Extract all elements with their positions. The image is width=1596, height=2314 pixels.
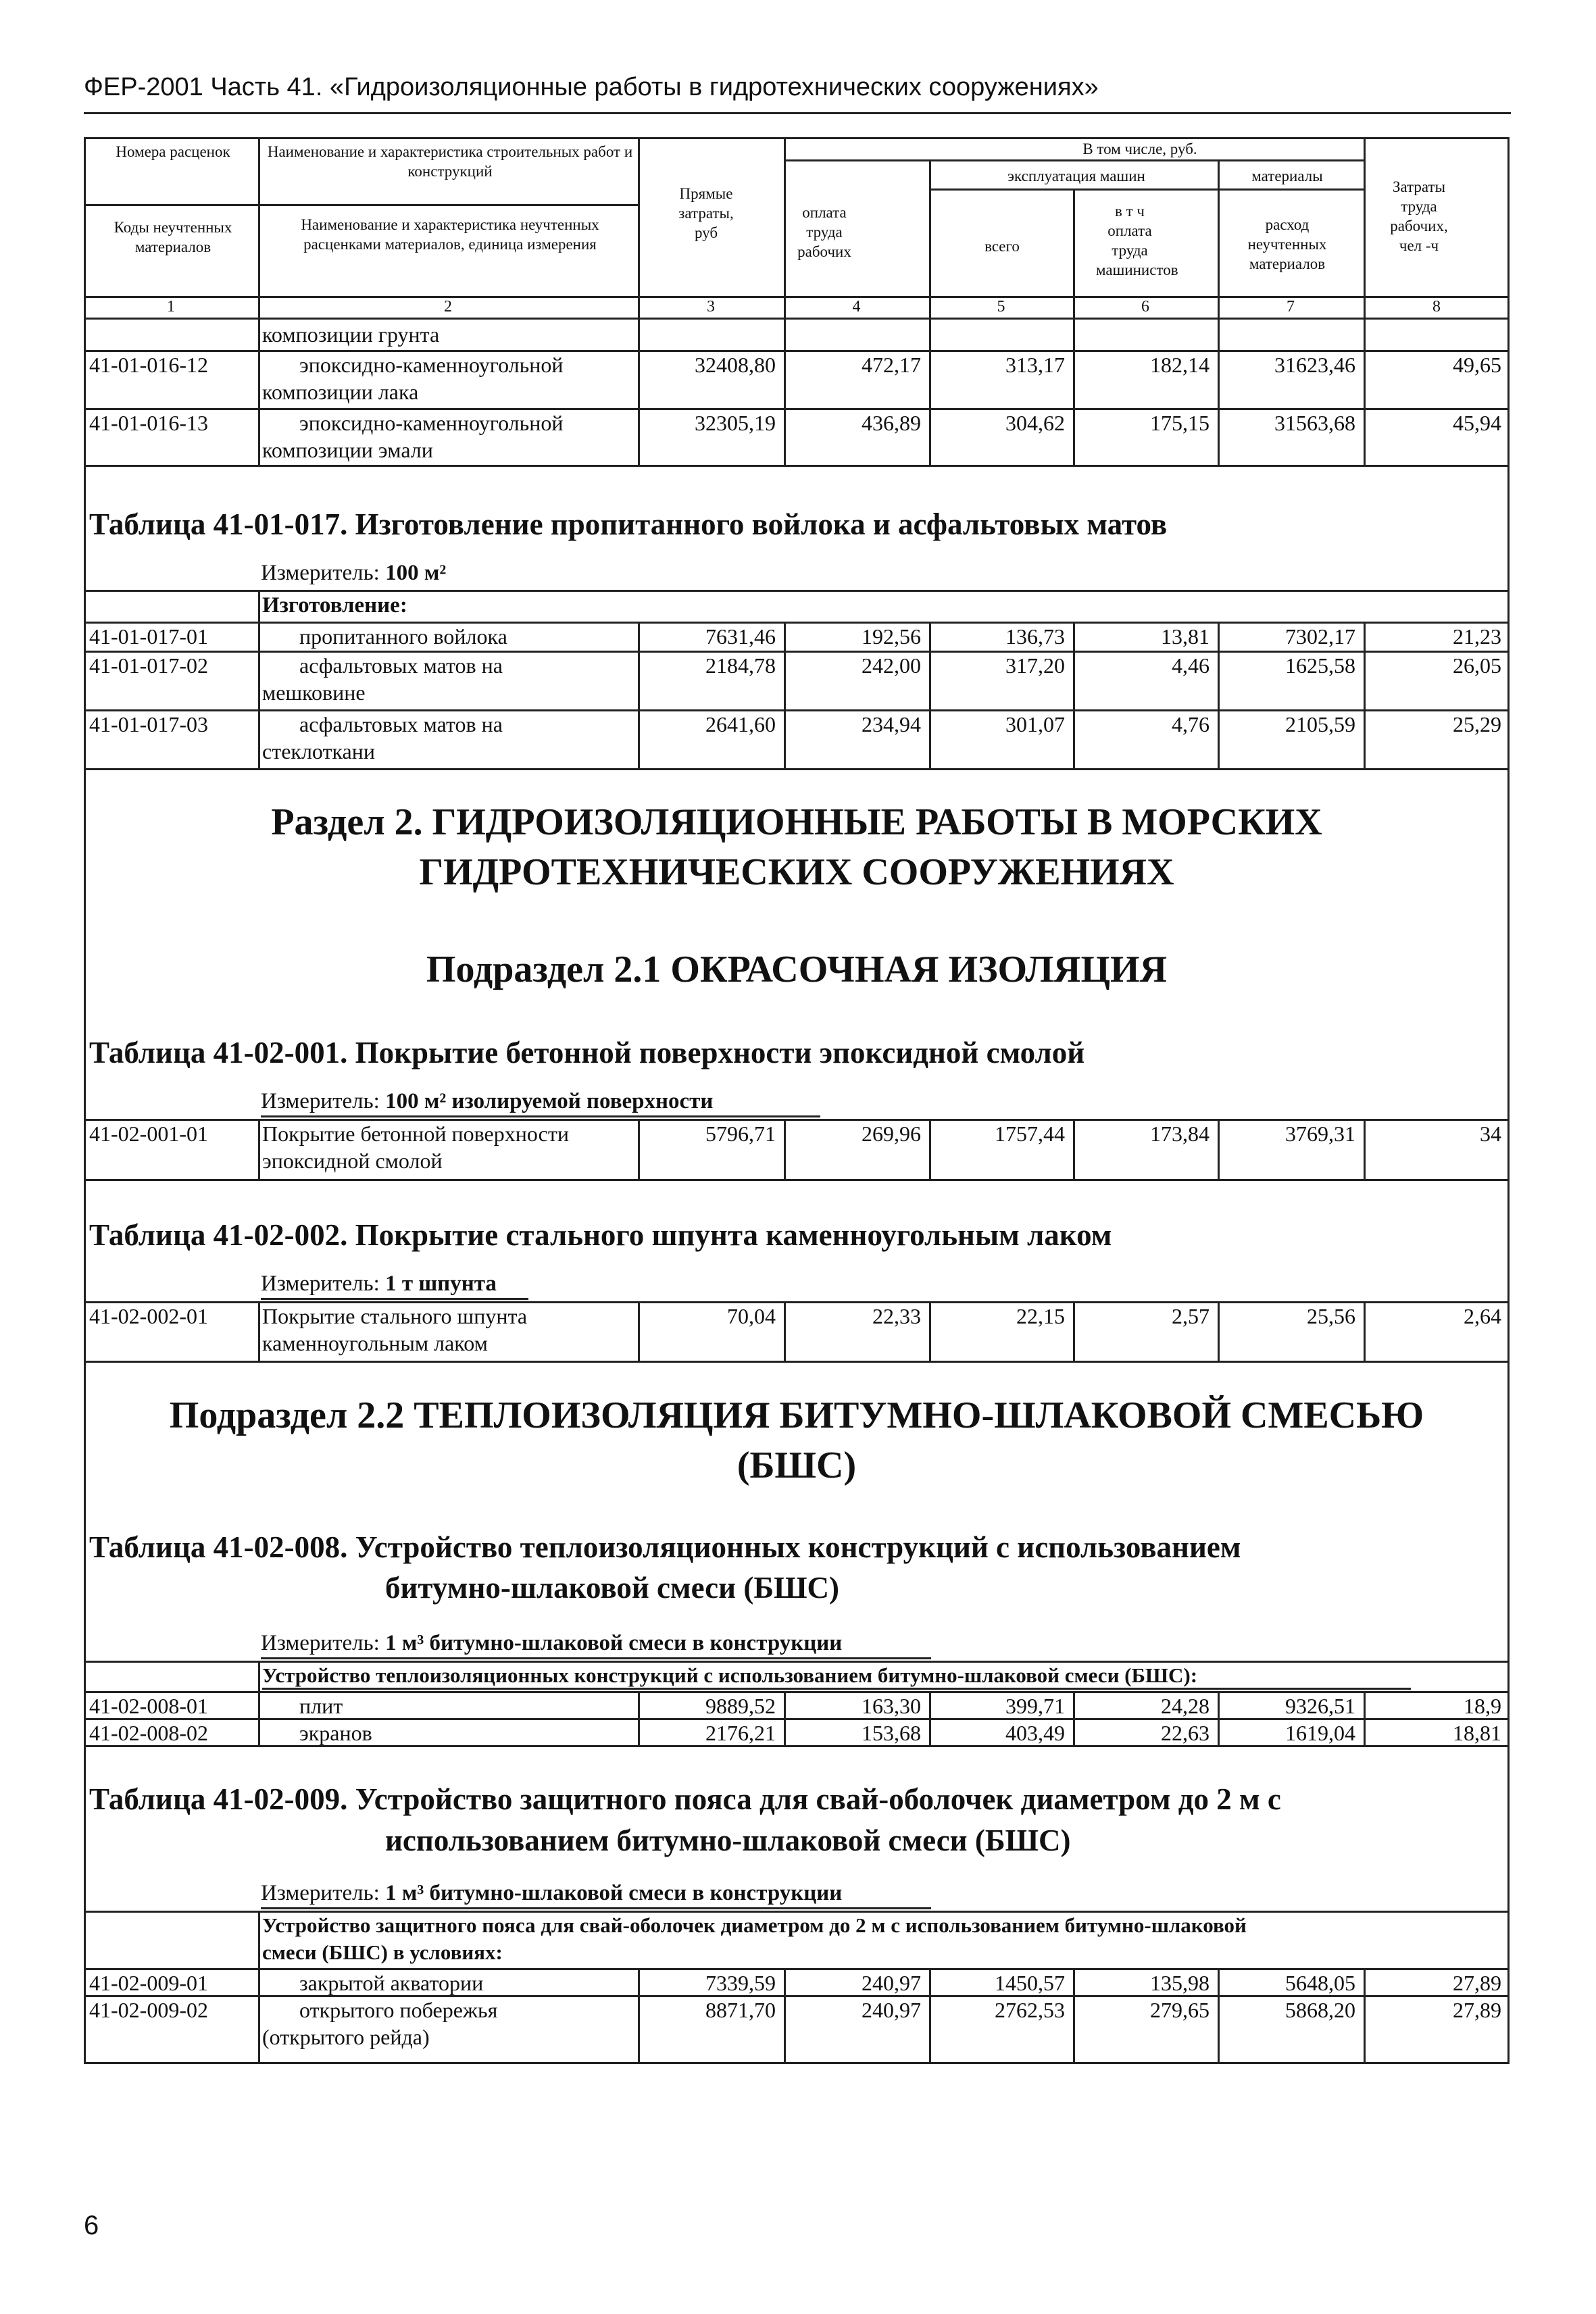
col-code-bottom: Коды неучтенных материалов: [114, 219, 232, 255]
rule: [1218, 318, 1220, 350]
underline: [261, 1657, 931, 1659]
value-cell: 269,96: [862, 1122, 921, 1146]
rule: [1073, 622, 1075, 651]
rule: [1218, 1995, 1220, 2063]
rule: [784, 1301, 786, 1361]
rule: [784, 1995, 786, 2063]
rule: [784, 350, 786, 408]
meter-label: Измеритель:: [261, 1881, 380, 1905]
col-mat-cons: расход неучтенных материалов: [1247, 216, 1327, 272]
meter-value: 1 м³ битумно-шлаковой смеси в конструкции: [385, 1881, 843, 1905]
rule: [1073, 350, 1075, 408]
value-cell: 2184,78: [705, 653, 776, 678]
rule: [1218, 1119, 1220, 1179]
rule: [1364, 1119, 1366, 1179]
rule: [1364, 350, 1366, 408]
work-name-cont: композиции эмали: [262, 438, 433, 462]
value-cell: 18,9: [1464, 1694, 1501, 1718]
work-name: эпоксидно-каменноугольной: [299, 353, 564, 377]
header-rule: [84, 112, 1511, 114]
work-name-cont: композиции лака: [262, 380, 419, 404]
rate-code: 41-02-008-02: [89, 1721, 208, 1745]
value-cell: 175,15: [1150, 411, 1210, 435]
rule: [1364, 408, 1366, 466]
col-incl: В том числе, руб.: [1082, 141, 1197, 157]
value-cell: 1757,44: [995, 1122, 1065, 1146]
rate-code: 41-02-001-01: [89, 1122, 208, 1146]
rule: [784, 1968, 786, 1995]
rule: [929, 651, 931, 709]
cont-name: композиции грунта: [262, 322, 440, 347]
value-cell: 27,89: [1453, 1998, 1501, 2022]
rule: [1364, 1691, 1366, 1718]
rule: [1073, 651, 1075, 709]
rule: [258, 1661, 260, 1691]
column-number: 7: [1287, 298, 1295, 316]
rule: [1218, 1691, 1220, 1718]
rule: [1073, 709, 1075, 768]
value-cell: 7339,59: [705, 1971, 776, 1995]
value-cell: 472,17: [862, 353, 921, 377]
rule: [929, 622, 931, 651]
rule: [1364, 1718, 1366, 1745]
rule: [929, 1968, 931, 1995]
value-cell: 7302,17: [1285, 624, 1355, 649]
value-cell: 240,97: [862, 1971, 921, 1995]
rule: [1364, 622, 1366, 651]
work-name-cont: эпоксидной смолой: [262, 1149, 443, 1173]
column-number: 1: [167, 298, 175, 316]
col-labor-cost: оплата труда рабочих: [797, 204, 851, 260]
rule: [1364, 1995, 1366, 2063]
value-cell: 1619,04: [1285, 1721, 1355, 1745]
value-cell: 2176,21: [705, 1721, 776, 1745]
value-cell: 8871,70: [705, 1998, 776, 2022]
column-number: 8: [1432, 298, 1441, 316]
value-cell: 34: [1480, 1122, 1501, 1146]
rule: [258, 1995, 260, 2063]
rule: [1364, 318, 1366, 350]
rule: [258, 1718, 260, 1745]
rule: [929, 1718, 931, 1745]
col-name-top: Наименование и характеристика строительных работ и конструкций: [267, 143, 633, 180]
rule: [1073, 1968, 1075, 1995]
col-total: всего: [984, 238, 1020, 255]
work-name: закрытой акватории: [299, 1971, 484, 1995]
rule: [258, 622, 260, 651]
value-cell: 24,28: [1161, 1694, 1210, 1718]
value-cell: 32305,19: [695, 411, 776, 435]
rate-code: 41-02-009-01: [89, 1971, 208, 1995]
underline: [261, 1298, 528, 1300]
work-name: асфальтовых матов на: [299, 712, 503, 736]
rule: [84, 318, 1510, 320]
value-cell: 13,81: [1161, 624, 1210, 649]
meter-label: Измеритель:: [261, 1089, 380, 1113]
value-cell: 1625,58: [1285, 653, 1355, 678]
table-title-line1: Таблица 41-02-009. Устройство защитного пояса для свай-оболочек диаметром до 2 м с: [89, 1782, 1281, 1816]
col-incl-mach: в т ч оплата труда машинистов: [1096, 203, 1178, 278]
rule: [638, 622, 640, 651]
value-cell: 304,62: [1005, 411, 1065, 435]
rule: [1364, 1968, 1366, 1995]
meter-value: 100 м² изолируемой поверхности: [385, 1089, 714, 1113]
work-name-cont: мешковине: [262, 680, 366, 705]
section-title-line1: Раздел 2. ГИДРОИЗОЛЯЦИОННЫЕ РАБОТЫ В МОРСКИХ: [271, 801, 1322, 843]
subsection-title-line1: Подраздел 2.2 ТЕПЛОИЗОЛЯЦИЯ БИТУМНО-ШЛАКОВОЙ СМЕСЬЮ: [169, 1394, 1424, 1436]
meter-label: Измеритель:: [261, 561, 380, 585]
rule: [258, 408, 260, 466]
rule: [638, 709, 640, 768]
value-cell: 182,14: [1150, 353, 1210, 377]
table-title-line1: Таблица 41-02-008. Устройство теплоизоляционных конструкций с использованием: [89, 1530, 1241, 1564]
value-cell: 9889,52: [705, 1694, 776, 1718]
value-cell: 173,84: [1150, 1122, 1210, 1146]
rule: [258, 651, 260, 709]
rule: [784, 408, 786, 466]
rule: [258, 350, 260, 408]
value-cell: 27,89: [1453, 1971, 1501, 1995]
rule: [84, 465, 1510, 467]
value-cell: 25,29: [1453, 712, 1501, 736]
rule: [84, 1361, 1510, 1363]
value-cell: 163,30: [862, 1694, 921, 1718]
value-cell: 3769,31: [1285, 1122, 1355, 1146]
value-cell: 4,76: [1172, 712, 1210, 736]
value-cell: 313,17: [1005, 353, 1065, 377]
value-cell: 242,00: [862, 653, 921, 678]
work-name-cont: каменноугольным лаком: [262, 1331, 488, 1355]
value-cell: 31623,46: [1274, 353, 1355, 377]
rule: [784, 1691, 786, 1718]
meter: [261, 1630, 842, 1657]
rule: [84, 204, 638, 206]
rule: [638, 1301, 640, 1361]
subsection-title-line2: (БШС): [737, 1444, 857, 1486]
value-cell: 5796,71: [705, 1122, 776, 1146]
work-name: Покрытие стального шпунта: [262, 1304, 528, 1328]
value-cell: 22,15: [1016, 1304, 1065, 1328]
column-number: 3: [707, 298, 715, 316]
rule: [1218, 709, 1220, 768]
rule: [258, 318, 260, 350]
rate-code: 41-02-002-01: [89, 1304, 208, 1328]
rule: [929, 1301, 931, 1361]
rule: [1073, 1691, 1075, 1718]
value-cell: 240,97: [862, 1998, 921, 2022]
meter-label: Измеритель:: [261, 1272, 380, 1296]
col-materials: материалы: [1251, 168, 1323, 184]
rule: [638, 651, 640, 709]
value-cell: 9326,51: [1285, 1694, 1355, 1718]
value-cell: 49,65: [1453, 353, 1501, 377]
table-title: Таблица 41-02-001. Покрытие бетонной поверхности эпоксидной смолой: [89, 1036, 1085, 1070]
value-cell: 2,57: [1172, 1304, 1210, 1328]
rule: [638, 1718, 640, 1745]
value-cell: 317,20: [1005, 653, 1065, 678]
rate-code: 41-01-017-03: [89, 712, 208, 736]
rule: [929, 350, 931, 408]
rule: [258, 709, 260, 768]
value-cell: 21,23: [1453, 624, 1501, 649]
value-cell: 2105,59: [1285, 712, 1355, 736]
value-cell: 22,63: [1161, 1721, 1210, 1745]
value-cell: 403,49: [1005, 1721, 1065, 1745]
value-cell: 2641,60: [705, 712, 776, 736]
meter-value: 1 т шпунта: [385, 1272, 497, 1296]
work-name: плит: [299, 1694, 343, 1718]
meter-label: Измеритель:: [261, 1631, 380, 1655]
rule: [1073, 1301, 1075, 1361]
rule: [1218, 1718, 1220, 1745]
column-number: 2: [444, 298, 452, 316]
group-label: Изготовление:: [262, 593, 407, 618]
rule: [929, 188, 1364, 191]
meter: [261, 1880, 842, 1907]
page-header: ФЕР-2001 Часть 41. «Гидроизоляционные работы в гидротехнических сооружениях»: [84, 73, 1099, 101]
meter: [261, 1270, 497, 1297]
col-labor-hours: Затраты труда рабочих, чел -ч: [1390, 178, 1448, 254]
work-name-cont: стеклоткани: [262, 739, 375, 763]
rule: [638, 318, 640, 350]
rate-code: 41-01-016-12: [89, 353, 208, 377]
rule: [1073, 318, 1075, 350]
column-number: 4: [852, 298, 861, 316]
value-cell: 192,56: [862, 624, 921, 649]
table-title: Таблица 41-01-017. Изготовление пропитанного войлока и асфальтовых матов: [89, 507, 1168, 541]
rule: [784, 651, 786, 709]
group-label: Устройство теплоизоляционных конструкций с использованием битумно-шлаковой смеси (БШС):: [262, 1663, 1198, 1687]
group-label-line2: смеси (БШС) в условиях:: [262, 1940, 503, 1964]
rule: [929, 318, 931, 350]
col-code-top: Номера расценок: [116, 143, 230, 160]
value-cell: 31563,68: [1274, 411, 1355, 435]
value-cell: 4,46: [1172, 653, 1210, 678]
rule: [84, 768, 1510, 770]
subsection-title: Подраздел 2.1 ОКРАСОЧНАЯ ИЗОЛЯЦИЯ: [426, 949, 1168, 990]
table-title-line2: использованием битумно-шлаковой смеси (БШС): [385, 1823, 1071, 1857]
rule: [1218, 350, 1220, 408]
value-cell: 5868,20: [1285, 1998, 1355, 2022]
value-cell: 436,89: [862, 411, 921, 435]
rate-code: 41-01-017-02: [89, 653, 208, 678]
rule: [1218, 1968, 1220, 1995]
value-cell: 234,94: [862, 712, 921, 736]
rule: [1364, 1301, 1366, 1361]
value-cell: 45,94: [1453, 411, 1501, 435]
rate-code: 41-01-017-01: [89, 624, 208, 649]
work-name-cont: (открытого рейда): [262, 2025, 430, 2049]
value-cell: 25,56: [1307, 1304, 1355, 1328]
column-number: 6: [1141, 298, 1149, 316]
rule: [258, 590, 260, 622]
rule: [784, 1718, 786, 1745]
rule: [258, 1968, 260, 1995]
section-title-line2: ГИДРОТЕХНИЧЕСКИХ СООРУЖЕНИЯХ: [419, 851, 1174, 893]
col-machines: эксплуатация машин: [1007, 168, 1145, 184]
value-cell: 153,68: [862, 1721, 921, 1745]
col-direct: Прямые затраты, руб: [678, 185, 734, 241]
work-name: асфальтовых матов на: [299, 653, 503, 678]
rule: [929, 1691, 931, 1718]
rule: [258, 1119, 260, 1179]
rate-code: 41-02-008-01: [89, 1694, 208, 1718]
value-cell: 26,05: [1453, 653, 1501, 678]
rule: [638, 408, 640, 466]
rule: [784, 1119, 786, 1179]
underline: [262, 1688, 1411, 1690]
value-cell: 32408,80: [695, 353, 776, 377]
table-title-line2: битумно-шлаковой смеси (БШС): [385, 1571, 839, 1605]
rate-code: 41-02-009-02: [89, 1998, 208, 2022]
meter-value: 100 м²: [385, 561, 447, 585]
value-cell: 70,04: [727, 1304, 776, 1328]
underline: [261, 1115, 820, 1117]
value-cell: 18,81: [1453, 1721, 1501, 1745]
value-cell: 136,73: [1005, 624, 1065, 649]
col-name-bottom: Наименование и характеристика неучтенных расценками материалов, единица измерения: [301, 216, 599, 253]
table-title: Таблица 41-02-002. Покрытие стального шпунта каменноугольным лаком: [89, 1218, 1112, 1252]
rule: [638, 1119, 640, 1179]
rule: [1218, 408, 1220, 466]
rule: [638, 1691, 640, 1718]
rule: [1218, 651, 1220, 709]
rule: [258, 1911, 260, 1968]
rule: [784, 622, 786, 651]
value-cell: 399,71: [1005, 1694, 1065, 1718]
rule: [638, 1995, 640, 2063]
page-number: 6: [84, 2211, 99, 2240]
meter: [261, 1088, 713, 1115]
work-name: пропитанного войлока: [299, 624, 507, 649]
rule: [1218, 622, 1220, 651]
value-cell: 5648,05: [1285, 1971, 1355, 1995]
rule: [1073, 1718, 1075, 1745]
work-name: экранов: [299, 1721, 372, 1745]
rule: [929, 709, 931, 768]
rule: [258, 1301, 260, 1361]
value-cell: 7631,46: [705, 624, 776, 649]
value-cell: 22,33: [872, 1304, 921, 1328]
underline: [261, 1907, 931, 1909]
rule: [1364, 651, 1366, 709]
rule: [258, 1691, 260, 1718]
rule: [1364, 709, 1366, 768]
work-name: эпоксидно-каменноугольной: [299, 411, 564, 435]
group-label-line1: Устройство защитного пояса для свай-оболочек диаметром до 2 м с использованием битумно-шлаковой: [262, 1913, 1247, 1937]
rule: [929, 1995, 931, 2063]
rule: [638, 1968, 640, 1995]
rule: [929, 408, 931, 466]
work-name: Покрытие бетонной поверхности: [262, 1122, 569, 1146]
rule: [1073, 1995, 1075, 2063]
rule: [84, 1179, 1510, 1181]
rule: [784, 318, 786, 350]
rule: [1218, 1301, 1220, 1361]
rule: [638, 350, 640, 408]
meter: [261, 559, 446, 586]
rule: [1073, 1119, 1075, 1179]
value-cell: 1450,57: [995, 1971, 1065, 1995]
work-name: открытого побережья: [299, 1998, 498, 2022]
meter-value: 1 м³ битумно-шлаковой смеси в конструкции: [385, 1631, 843, 1655]
value-cell: 279,65: [1150, 1998, 1210, 2022]
rule: [784, 159, 1364, 161]
value-cell: 301,07: [1005, 712, 1065, 736]
value-cell: 2762,53: [995, 1998, 1065, 2022]
rule: [784, 709, 786, 768]
rule: [1073, 408, 1075, 466]
value-cell: 135,98: [1150, 1971, 1210, 1995]
rate-code: 41-01-016-13: [89, 411, 208, 435]
value-cell: 2,64: [1464, 1304, 1501, 1328]
rule: [929, 1119, 931, 1179]
column-number: 5: [997, 298, 1005, 316]
